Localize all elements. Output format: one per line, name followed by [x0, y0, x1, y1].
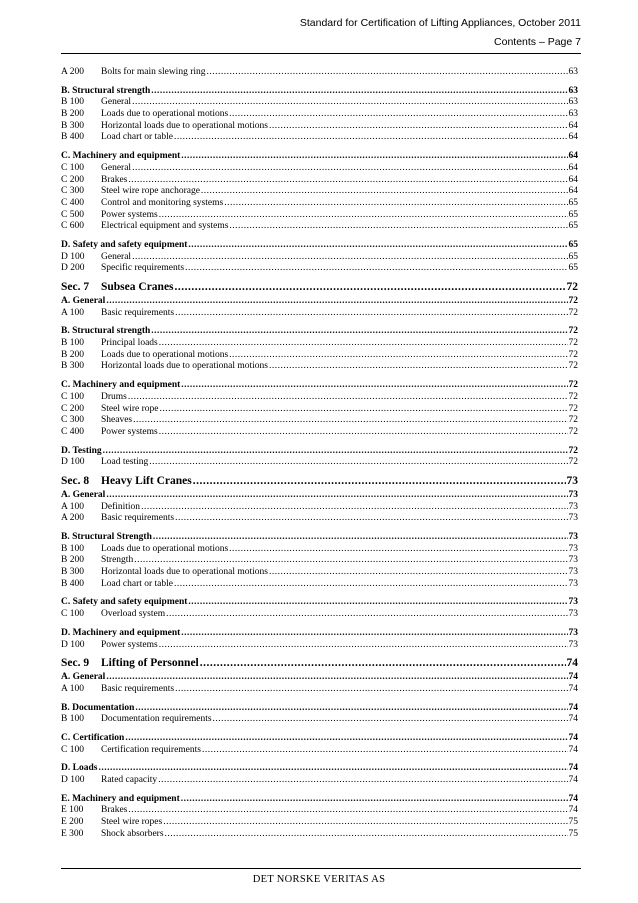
- page-number: 65: [568, 263, 578, 274]
- dot-leader: [135, 703, 567, 715]
- section-title: Subsea Cranes: [101, 281, 174, 293]
- page-number: 72: [566, 281, 578, 293]
- part-title: D. Safety and safety equipment: [61, 239, 188, 250]
- entry-title: Bolts for main slewing ring: [101, 67, 206, 77]
- dot-leader: [165, 829, 568, 841]
- page-number: 65: [568, 221, 578, 232]
- dot-leader: [132, 163, 567, 175]
- entry-code: A 200: [61, 67, 84, 77]
- dot-leader: [103, 446, 568, 458]
- toc-entry[interactable]: [61, 109, 578, 121]
- toc-part-heading[interactable]: [61, 240, 578, 252]
- entry-title: Specific requirements: [101, 263, 185, 274]
- part-title: B. Structural Strength: [61, 532, 152, 542]
- dot-leader: [149, 457, 567, 469]
- page-number: 72: [568, 391, 578, 402]
- page-number: 65: [568, 251, 578, 262]
- page-number: 65: [568, 197, 578, 208]
- entry-code: D 100: [61, 457, 85, 468]
- entry-code: E 300: [61, 828, 84, 839]
- toc-entry[interactable]: [61, 714, 578, 726]
- page-number: 72: [568, 457, 578, 468]
- part-title: A. General: [61, 296, 106, 306]
- entry-code: A 100: [61, 307, 84, 318]
- entry-title: Control and monitoring systems: [101, 197, 224, 208]
- section-number: Sec. 7: [61, 281, 90, 293]
- toc-entry[interactable]: [61, 163, 578, 175]
- group-spacer: [61, 726, 578, 733]
- entry-code: C 400: [61, 197, 84, 208]
- dot-leader: [229, 350, 567, 362]
- page-number: 75: [568, 817, 578, 828]
- page-number: 73: [568, 543, 578, 554]
- page-number: 73: [568, 609, 578, 620]
- page-number: 74: [568, 732, 578, 743]
- toc-entry[interactable]: [61, 544, 578, 556]
- part-title: D. Testing: [61, 445, 102, 456]
- entry-code: B 200: [61, 349, 84, 360]
- page-number: 74: [566, 657, 578, 670]
- part-title: E. Machinery and equipment: [61, 793, 180, 804]
- toc-entry[interactable]: [61, 67, 578, 79]
- page-number: 75: [568, 828, 578, 839]
- part-title: A. General: [61, 672, 106, 683]
- toc-part-heading[interactable]: [61, 86, 578, 98]
- entry-code: C 200: [61, 174, 84, 185]
- page-number: 73: [568, 567, 578, 578]
- toc-part-heading[interactable]: [61, 296, 578, 308]
- toc-entry[interactable]: [61, 210, 578, 222]
- toc-entry[interactable]: [61, 579, 578, 591]
- page-number: 72: [568, 296, 578, 306]
- toc-entry[interactable]: [61, 817, 578, 829]
- toc-part-heading[interactable]: [61, 628, 578, 640]
- toc-part-heading[interactable]: [61, 532, 578, 544]
- dot-leader: [188, 597, 567, 609]
- dot-leader: [159, 210, 568, 222]
- toc-entry[interactable]: [61, 427, 578, 439]
- entry-title: General: [101, 162, 132, 173]
- toc-entry[interactable]: [61, 186, 578, 198]
- entry-title: Electrical equipment and systems: [101, 221, 229, 232]
- entry-code: C 300: [61, 186, 84, 197]
- toc-entry[interactable]: [61, 502, 578, 514]
- entry-title: Sheaves: [101, 415, 133, 426]
- dot-leader: [207, 67, 568, 79]
- entry-code: D 100: [61, 639, 85, 650]
- page-number: 73: [568, 627, 578, 638]
- entry-title: Load chart or table: [101, 578, 174, 589]
- page-number: 63: [568, 67, 578, 77]
- toc-entry[interactable]: [61, 415, 578, 427]
- running-header-title: Standard for Certification of Lifting Appliances, October 2011: [299, 17, 581, 29]
- table-of-contents: [61, 67, 578, 840]
- page-number: 72: [568, 307, 578, 318]
- entry-title: Power systems: [101, 639, 158, 650]
- dot-leader: [166, 609, 567, 621]
- page-number: 74: [568, 744, 578, 755]
- page-number: 74: [568, 702, 578, 713]
- toc-part-heading[interactable]: [61, 490, 578, 502]
- part-title: B. Structural strength: [61, 85, 151, 96]
- entry-title: Basic requirements: [101, 683, 175, 694]
- group-spacer: [61, 756, 578, 763]
- entry-title: Documentation requirements: [101, 714, 212, 725]
- part-title: A. General: [61, 489, 106, 500]
- page-number: 72: [568, 338, 578, 349]
- toc-section-heading[interactable]: [61, 279, 578, 296]
- toc-part-heading[interactable]: [61, 326, 578, 338]
- dot-leader: [128, 392, 568, 404]
- entry-code: A 100: [61, 501, 84, 512]
- dot-leader: [151, 326, 567, 338]
- part-title: C. Machinery and equipment: [61, 380, 181, 391]
- toc-part-heading[interactable]: [61, 446, 578, 458]
- part-title: D. Loads: [61, 763, 98, 774]
- group-spacer: [61, 621, 578, 628]
- entry-code: C 200: [61, 403, 84, 414]
- entry-code: C 600: [61, 221, 84, 232]
- page-number: 73: [568, 597, 578, 608]
- dot-leader: [174, 579, 567, 591]
- dot-leader: [132, 97, 567, 109]
- toc-entry[interactable]: [61, 338, 578, 350]
- group-spacer: [61, 144, 578, 151]
- entry-code: B 400: [61, 132, 84, 143]
- toc-entry[interactable]: [61, 745, 578, 757]
- entry-code: A 100: [61, 683, 84, 694]
- page-number: 74: [568, 714, 578, 725]
- toc-part-heading[interactable]: [61, 151, 578, 163]
- dot-leader: [174, 132, 567, 144]
- page-number: 74: [568, 672, 578, 683]
- part-title: B. Documentation: [61, 702, 135, 713]
- entry-code: C 300: [61, 415, 84, 426]
- entry-title: Loads due to operational motions: [101, 109, 229, 120]
- dot-leader: [181, 380, 567, 392]
- dot-leader: [193, 473, 566, 490]
- page-number: 64: [568, 186, 578, 197]
- entry-title: Horizontal loads due to operational motions: [101, 120, 269, 131]
- toc-entry[interactable]: [61, 132, 578, 144]
- entry-code: B 100: [61, 714, 84, 725]
- page-number: 73: [568, 501, 578, 512]
- part-title: C. Certification: [61, 732, 125, 743]
- toc-entry[interactable]: [61, 684, 578, 696]
- dot-leader: [159, 338, 568, 350]
- page-number: 73: [568, 555, 578, 566]
- toc-entry[interactable]: [61, 555, 578, 567]
- entry-code: B 300: [61, 361, 84, 372]
- page-number: 72: [568, 415, 578, 426]
- entry-title: Shock absorbers: [101, 828, 164, 839]
- toc-part-heading[interactable]: [61, 672, 578, 684]
- entry-code: A 200: [61, 513, 84, 524]
- entry-code: C 100: [61, 162, 84, 173]
- toc-entry[interactable]: [61, 97, 578, 109]
- dot-leader: [201, 186, 568, 198]
- toc-entry[interactable]: [61, 221, 578, 233]
- entry-title: Basic requirements: [101, 307, 175, 318]
- dot-leader: [106, 490, 567, 502]
- entry-title: Steel wire ropes: [101, 817, 163, 828]
- entry-code: C 100: [61, 391, 84, 402]
- group-spacer: [61, 79, 578, 86]
- page-number: 72: [568, 326, 578, 337]
- dot-leader: [175, 513, 567, 525]
- entry-code: E 200: [61, 817, 84, 828]
- part-title: C. Safety and safety equipment: [61, 597, 188, 608]
- entry-title: Brakes: [101, 805, 128, 816]
- entry-code: B 200: [61, 555, 84, 566]
- page-number: 72: [568, 380, 578, 391]
- dot-leader: [229, 544, 567, 556]
- page-number: 73: [566, 474, 578, 487]
- entry-title: Power systems: [101, 209, 158, 220]
- dot-leader: [175, 684, 567, 696]
- toc-entry[interactable]: [61, 121, 578, 133]
- toc-entry[interactable]: [61, 350, 578, 362]
- dot-leader: [200, 655, 566, 672]
- toc-part-heading[interactable]: [61, 703, 578, 715]
- toc-entry[interactable]: [61, 513, 578, 525]
- page-number: 72: [568, 426, 578, 437]
- part-title: B. Structural strength: [61, 326, 151, 337]
- page-number: 64: [568, 132, 578, 143]
- section-title: Heavy Lift Cranes: [101, 474, 192, 487]
- entry-code: B 200: [61, 109, 84, 120]
- entry-title: Loads due to operational motions: [101, 543, 229, 554]
- entry-code: B 100: [61, 97, 84, 108]
- dot-leader: [98, 763, 567, 775]
- page-number: 73: [568, 639, 578, 650]
- page-number: 64: [568, 174, 578, 185]
- dot-leader: [213, 714, 568, 726]
- page-number: 74: [568, 763, 578, 774]
- dot-leader: [159, 640, 568, 652]
- entry-title: General: [101, 251, 132, 262]
- section-number: Sec. 9: [61, 657, 90, 670]
- group-spacer: [61, 373, 578, 380]
- entry-code: E 100: [61, 805, 84, 816]
- toc-entry[interactable]: [61, 457, 578, 469]
- toc-entry[interactable]: [61, 392, 578, 404]
- dot-leader: [132, 252, 567, 264]
- group-spacer: [61, 319, 578, 326]
- entry-title: Basic requirements: [101, 513, 175, 524]
- toc-entry[interactable]: [61, 829, 578, 841]
- entry-title: Brakes: [101, 174, 128, 185]
- part-title: C. Machinery and equipment: [61, 151, 181, 162]
- dot-leader: [181, 628, 567, 640]
- dot-leader: [229, 109, 567, 121]
- dot-leader: [151, 86, 567, 98]
- toc-section-heading[interactable]: [61, 473, 578, 490]
- entry-title: Power systems: [101, 426, 158, 437]
- dot-leader: [160, 404, 568, 416]
- entry-code: C 100: [61, 744, 84, 755]
- section-title: Lifting of Personnel: [101, 657, 199, 670]
- dot-leader: [188, 240, 567, 252]
- entry-title: Definition: [101, 501, 141, 512]
- page-number: 64: [568, 162, 578, 173]
- entry-code: D 100: [61, 775, 85, 785]
- toc-entry[interactable]: [61, 198, 578, 210]
- entry-title: Horizontal loads due to operational motions: [101, 567, 269, 578]
- toc-entry[interactable]: [61, 361, 578, 373]
- page-number: 74: [568, 805, 578, 816]
- entry-title: Drums: [101, 391, 127, 402]
- group-spacer: [61, 590, 578, 597]
- entry-code: B 100: [61, 543, 84, 554]
- dot-leader: [185, 263, 567, 275]
- toc-entry[interactable]: [61, 775, 578, 787]
- toc-part-heading[interactable]: [61, 380, 578, 392]
- dot-leader: [158, 775, 567, 787]
- entry-title: Load chart or table: [101, 132, 174, 143]
- page-number: 74: [568, 793, 578, 804]
- page-number: 63: [568, 97, 578, 108]
- dot-leader: [128, 175, 567, 187]
- toc-entry[interactable]: [61, 263, 578, 275]
- dot-leader: [224, 198, 567, 210]
- dot-leader: [106, 672, 567, 684]
- dot-leader: [125, 733, 567, 745]
- entry-title: Certification requirements: [101, 744, 201, 755]
- entry-title: Rated capacity: [101, 775, 158, 785]
- running-header-page: Contents – Page 7: [494, 36, 581, 48]
- toc-part-heading[interactable]: [61, 763, 578, 775]
- header-rule: [61, 53, 581, 54]
- entry-title: General: [101, 97, 132, 108]
- entry-title: Load testing: [101, 457, 149, 468]
- dot-leader: [159, 427, 568, 439]
- group-spacer: [61, 233, 578, 240]
- page-number: 65: [568, 239, 578, 250]
- page-number: 72: [568, 349, 578, 360]
- toc-entry[interactable]: [61, 404, 578, 416]
- page-number: 73: [568, 532, 578, 542]
- entry-title: Principal loads: [101, 338, 158, 349]
- toc-entry[interactable]: [61, 308, 578, 320]
- footer-publisher: DET NORSKE VERITAS AS: [252, 874, 386, 885]
- page-number: 72: [568, 403, 578, 414]
- group-spacer: [61, 525, 578, 532]
- toc-part-heading[interactable]: [61, 733, 578, 745]
- dot-leader: [128, 805, 567, 817]
- entry-code: D 100: [61, 251, 85, 262]
- page-number: 74: [568, 775, 578, 785]
- entry-code: D 200: [61, 263, 85, 274]
- dot-leader: [134, 555, 567, 567]
- dot-leader: [175, 279, 566, 296]
- group-spacer: [61, 787, 578, 794]
- toc-part-heading[interactable]: [61, 794, 578, 806]
- page-number: 72: [568, 445, 578, 456]
- entry-title: Loads due to operational motions: [101, 349, 229, 360]
- toc-entry[interactable]: [61, 640, 578, 652]
- toc-entry[interactable]: [61, 805, 578, 817]
- entry-code: B 300: [61, 120, 84, 131]
- page-number: 63: [568, 109, 578, 120]
- dot-leader: [153, 532, 568, 544]
- dot-leader: [229, 221, 567, 233]
- entry-code: B 300: [61, 567, 84, 578]
- page-number: 64: [568, 120, 578, 131]
- toc-part-heading[interactable]: [61, 597, 578, 609]
- dot-leader: [141, 502, 567, 514]
- section-number: Sec. 8: [61, 474, 90, 487]
- toc-entry[interactable]: [61, 567, 578, 579]
- entry-title: Horizontal loads due to operational motions: [101, 361, 269, 372]
- page-number: 65: [568, 209, 578, 220]
- dot-leader: [106, 296, 567, 308]
- page-number: 73: [568, 578, 578, 589]
- dot-leader: [175, 308, 567, 320]
- page-number: 73: [568, 489, 578, 500]
- toc-section-heading[interactable]: [61, 655, 578, 672]
- page-number: 73: [568, 513, 578, 524]
- footer-rule: [61, 868, 581, 869]
- group-spacer: [61, 439, 578, 446]
- entry-title: Steel wire rope: [101, 403, 159, 414]
- entry-title: Steel wire rope anchorage: [101, 186, 200, 197]
- dot-leader: [181, 794, 568, 806]
- group-spacer: [61, 696, 578, 703]
- dot-leader: [181, 151, 567, 163]
- entry-code: C 400: [61, 426, 84, 437]
- dot-leader: [202, 745, 568, 757]
- toc-entry[interactable]: [61, 609, 578, 621]
- entry-title: Strength: [101, 555, 134, 566]
- dot-leader: [133, 415, 567, 427]
- page-number: 64: [568, 151, 578, 162]
- entry-code: B 400: [61, 578, 84, 589]
- dot-leader: [163, 817, 567, 829]
- dot-leader: [269, 121, 567, 133]
- toc-entry[interactable]: [61, 252, 578, 264]
- page-number: 63: [568, 85, 578, 96]
- entry-code: C 100: [61, 609, 84, 620]
- dot-leader: [269, 567, 567, 579]
- toc-entry[interactable]: [61, 175, 578, 187]
- part-title: D. Machinery and equipment: [61, 627, 181, 638]
- page-number: 74: [568, 683, 578, 694]
- page-number: 72: [568, 361, 578, 372]
- dot-leader: [269, 361, 567, 373]
- entry-code: B 100: [61, 338, 84, 349]
- entry-title: Overload system: [101, 609, 166, 620]
- entry-code: C 500: [61, 209, 84, 220]
